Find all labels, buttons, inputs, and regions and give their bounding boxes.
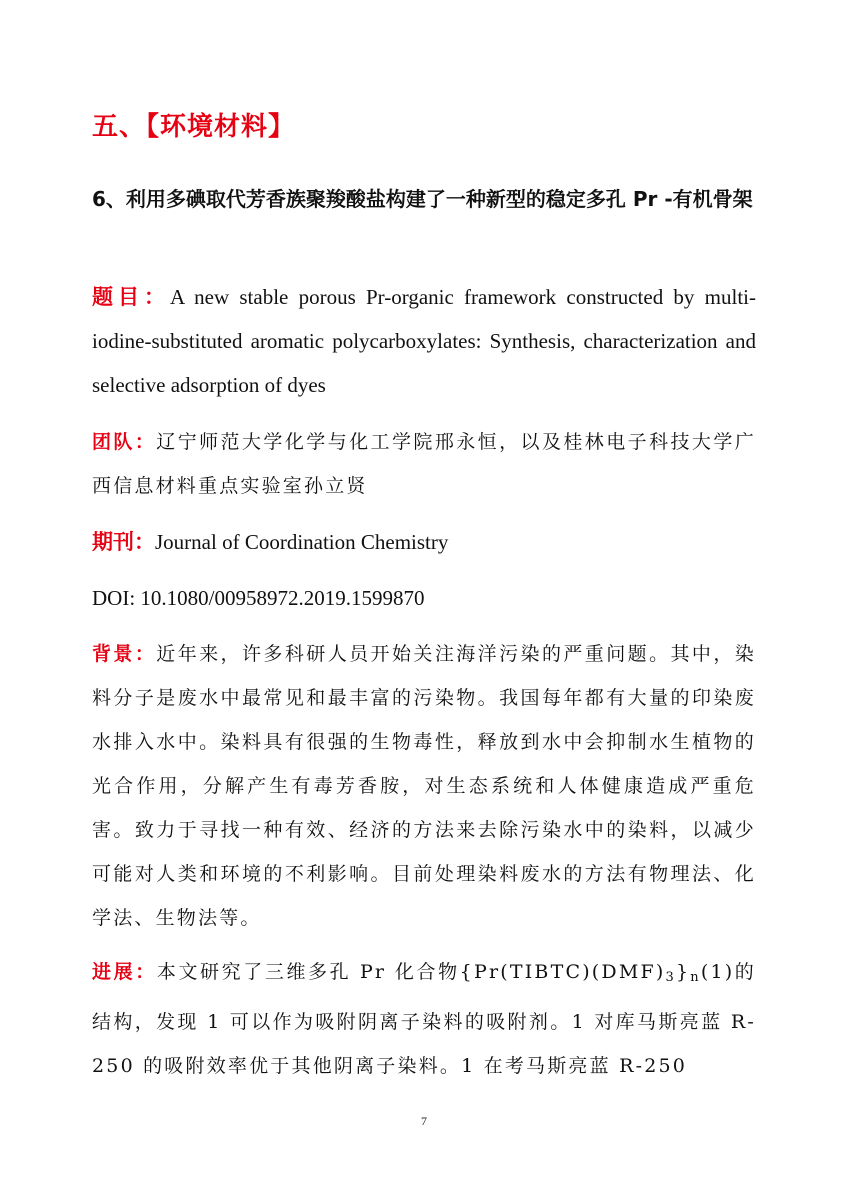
progress-text-after: (1)的结构，发现 1 可以作为吸附阴离子染料的吸附剂。1 对库马斯亮蓝 R-250 的吸附效率优于其他阴离子染料。1 在考马斯亮蓝 R-250 [92, 961, 756, 1077]
team-label: 团队： [92, 431, 157, 453]
subscript-3: 3 [665, 970, 676, 985]
journal-label: 期刊： [92, 530, 155, 554]
team-text: 辽宁师范大学化学与化工学院邢永恒，以及桂林电子科技大学广西信息材料重点实验室孙立贤 [92, 431, 756, 497]
journal-paragraph [92, 520, 756, 564]
title-paragraph [92, 275, 756, 407]
background-paragraph [92, 632, 756, 940]
doi-text: DOI: 10.1080/00958972.2019.1599870 [92, 586, 425, 610]
progress-text-before: 本文研究了三维多孔 Pr 化合物{Pr(TIBTC)(DMF) [156, 961, 666, 983]
subscript-n: n [690, 970, 701, 985]
progress-label: 进展： [92, 961, 157, 983]
journal-text: Journal of Coordination Chemistry [155, 530, 449, 554]
progress-paragraph [92, 950, 756, 1088]
section-title: 五、【环境材料】 [92, 112, 296, 142]
background-text: 近年来，许多科研人员开始关注海洋污染的严重问题。其中，染料分子是废水中最常见和最丰富的污染物。我国每年都有大量的印染废水排入水中。染料具有很强的生物毒性，释放到水中会抑制水生植物的光合作用，分解产生有毒芳香胺，对生态系统和人体健康造成严重危害。致力于寻找一种有效、经济的方法来去除污染水中的染料，以减少可能对人类和环境的不利影响。目前处理染料废水的方法有物理法、化学法、生物法等。 [92, 643, 756, 929]
team-paragraph [92, 420, 756, 508]
title-text: A new stable porous Pr-organic framework constructed by multi-iodine-substituted aromatic polycarboxylates: Synthesis, characterization and selective adsorption of dyes [92, 285, 756, 397]
background-label: 背景： [92, 643, 157, 665]
progress-brace: } [676, 961, 691, 983]
article-title: 6、利用多碘取代芳香族聚羧酸盐构建了一种新型的稳定多孔 Pr -有机骨架 [92, 187, 753, 211]
title-label: 题目： [92, 285, 170, 309]
page-number: 7 [421, 1114, 427, 1128]
